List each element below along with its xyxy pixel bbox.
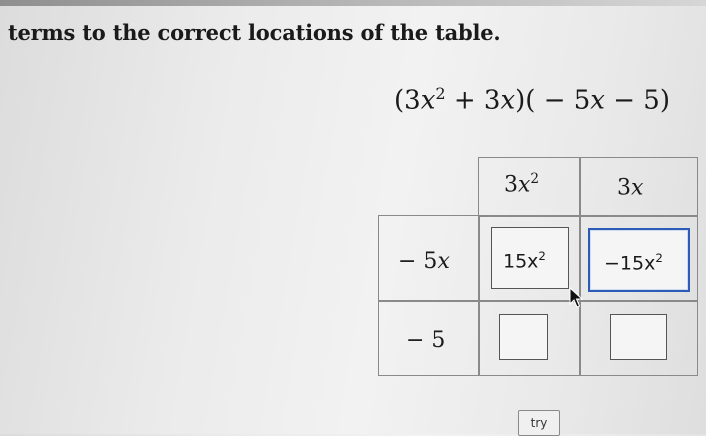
expr-tail: − 5) [604, 85, 670, 116]
expr-plus: + 3 [445, 85, 501, 116]
instruction-text: terms to the correct locations of the table. [8, 20, 501, 45]
row-header-2: − 5 [406, 328, 446, 353]
drop-box-r2c1[interactable] [499, 314, 548, 360]
row-header-1: − 5x [398, 249, 450, 274]
term-r1c1[interactable]: $15x^2$ [503, 249, 546, 273]
top-edge [0, 0, 706, 6]
term-r1c2[interactable]: $-15x^2$ [604, 251, 663, 275]
expr-open: (3 [394, 85, 421, 116]
expr-mid: )( − 5 [515, 85, 591, 116]
expr-var-1: x [420, 85, 436, 116]
drop-box-r1c2[interactable] [588, 228, 690, 292]
expr-exp: 2 [435, 84, 446, 103]
drop-box-r2c2[interactable] [610, 314, 667, 360]
try-button[interactable]: try [518, 410, 560, 436]
drop-box-r1c1[interactable] [491, 227, 569, 289]
mouse-cursor-icon [569, 287, 585, 309]
expr-var-2: x [500, 85, 516, 116]
polynomial-expression [394, 84, 670, 116]
col-header-1: $3x^2$ [504, 171, 540, 198]
expr-var-3: x [590, 85, 605, 116]
multiplication-table [378, 157, 698, 376]
col-header-2: 3x [617, 175, 644, 201]
